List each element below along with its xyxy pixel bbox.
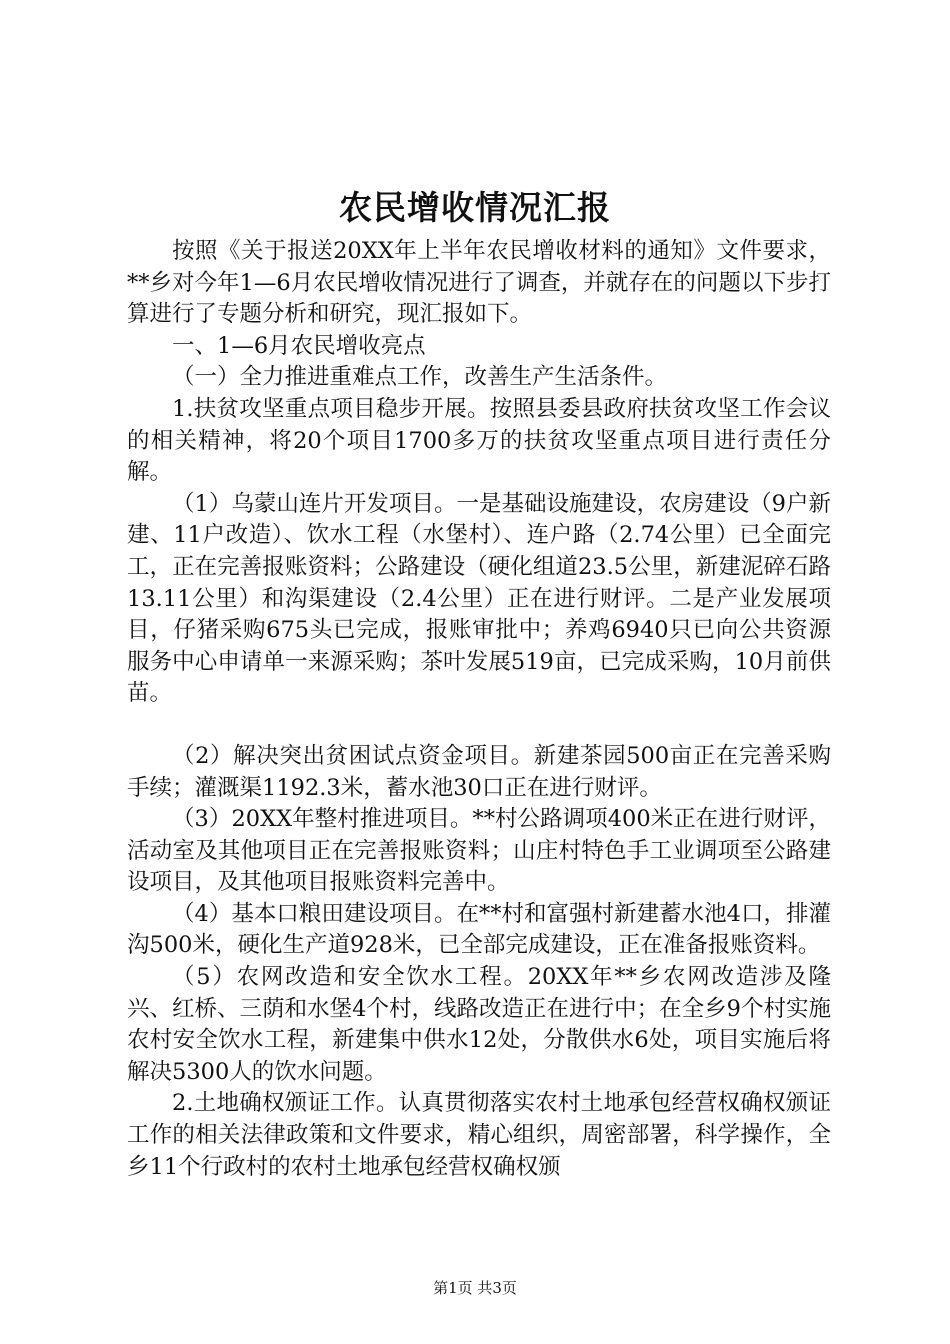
document-body (127, 236, 831, 1183)
subsection-heading: （一）全力推进重难点工作，改善生产生活条件。 (172, 364, 668, 391)
paragraph-pilot-funds: （2）解决突出贫困试点资金项目。新建茶园500亩正在完善采购手续；灌溉渠1192.3米，蓄水池30口正在进行财评。 (127, 742, 831, 801)
document-title: 农民增收情况汇报 (339, 188, 611, 227)
page-footer: 第1页 共3页 (433, 1279, 517, 1297)
paragraph-grid-water-project: （5）农网改造和安全饮水工程。20XX年**乡农网改造涉及隆兴、红桥、三荫和水堡4个村，线路改造正在进行中；在全乡9个村实施农村安全饮水工程，新建集中供水12处，分散供水6处，项目实施后将解决5300人的饮水问题。 (127, 964, 831, 1085)
paragraph-intro: 按照《关于报送20XX年上半年农民增收材料的通知》文件要求，**乡对今年1—6月农民增收情况进行了调查，并就存在的问题以下步打算进行了专题分析和研究，现汇报如下。 (127, 238, 831, 328)
paragraph-land-rights: 2.土地确权颁证工作。认真贯彻落实农村土地承包经营权确权颁证工作的相关法律政策和文件要求，精心组织，周密部署，科学操作，全乡11个行政村的农村土地承包经营权确权颁 (127, 1090, 831, 1180)
paragraph-farmland-project: （4）基本口粮田建设项目。在**村和富强村新建蓄水池4口，排灌沟500米，硬化生产道928米，已全部完成建设，正在准备报账资料。 (127, 900, 831, 959)
paragraph-wumeng-project: （1）乌蒙山连片开发项目。一是基础设施建设，农房建设（9户新建、11户改造）、饮水工程（水堡村）、连户路（2.74公里）已全面完工，正在完善报账资料；公路建设（硬化组道23.5公里，新建泥碎石路13.11公里）和沟渠建设（2.4公里）正在进行财评。二是产业发展项目，仔猪采购675头已完成，报账审批中；养鸡6940只已向公共资源服务中心申请单一来源采购；茶叶发展519亩，已完成采购，10月前供苗。 (127, 490, 831, 707)
paragraph-poverty-projects: 1.扶贫攻坚重点项目稳步开展。按照县委县政府扶贫攻坚工作会议的相关精神，将20个项目1700多万的扶贫攻坚重点项目进行责任分解。 (127, 395, 831, 486)
section-heading: 一、1—6月农民增收亮点 (172, 332, 426, 359)
paragraph-village-project: （3）20XX年整村推进项目。**村公路调项400米正在进行财评，活动室及其他项目正在完善报账资料；山庄村特色手工业调项至公路建设项目，及其他项目报账资料完善中。 (127, 806, 831, 896)
